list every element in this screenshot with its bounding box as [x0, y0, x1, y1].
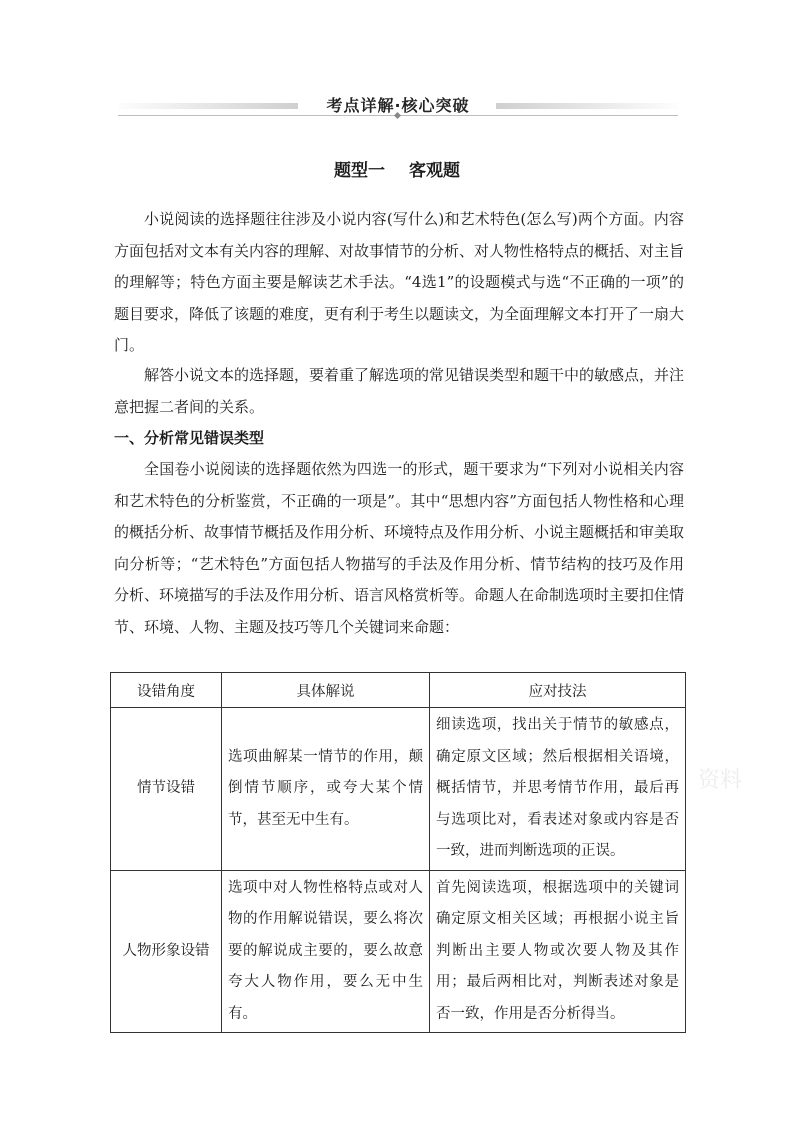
section-banner: [118, 93, 678, 119]
row-method: 首先阅读选项，根据选项中的关键词确定原文相关区域；再根据小说主旨判断出主要人物或次要人物及其作用；最后两相比对，判断表述对象是否一致，作用是否分析得当。: [430, 870, 686, 1033]
banner-bar-right: [496, 103, 678, 109]
row-explain: 选项中对人物性格特点或对人物的作用解说错误，要么将次要的解说成主要的，要么故意夸大人物作用，要么无中生有。: [222, 870, 430, 1033]
analysis-paragraph: 全国卷小说阅读的选择题依然为四选一的形式，题干要求为“下列对小说相关内容和艺术特色的分析鉴赏，不正确的一项是”。其中“思想内容”方面包括人物性格和心理的概括分析、故事情节概括及作用分析、环境特点及作用分析、小说主题概括和审美取向分析等；“艺术特色”方面包括人物描写的手法及作用分析、情节结构的技巧及作用分析、环境描写的手法及作用分析、语言风格赏析等。命题人在命制选项时主要扣住情节、环境、人物、主题及技巧等几个关键词来命题：: [114, 460, 685, 636]
subheading: 一、分析常见错误类型: [114, 429, 265, 447]
row-explain: 选项曲解某一情节的作用，颠倒情节顺序，或夸大某个情节，甚至无中生有。: [222, 708, 430, 871]
row-angle: 人物形象设错: [111, 870, 222, 1033]
header-explain: 具体解说: [222, 673, 430, 708]
row-angle: 情节设错: [111, 708, 222, 871]
strategy-paragraph: 解答小说文本的选择题，要着重了解选项的常见错误类型和题干中的敏感点，并注意把握二者间的关系。: [114, 366, 685, 416]
banner-bar-left: [118, 103, 298, 109]
row-method: 细读选项，找出关于情节的敏感点，确定原文区域；然后根据相关语境，概括情节，并思考情节作用，最后再与选项比对，看表述对象或内容是否一致，进而判断选项的正误。: [430, 708, 686, 871]
header-method: 应对技法: [430, 673, 686, 708]
intro-paragraph: 小说阅读的选择题往往涉及小说内容(写什么)和艺术特色(怎么写)两个方面。内容方面包括对文本有关内容的理解、对故事情节的分析、对人物性格特点的概括、对主旨的理解等；特色方面主要是解读艺术手法。“4选1”的设题模式与选“不正确的一项”的题目要求，降低了该题的难度，更有利于考生以题读文，为全面理解文本打开了一扇大门。: [114, 210, 685, 354]
section-title: 题型一 客观题: [334, 161, 460, 181]
table-row: [111, 870, 686, 1033]
watermark: 资料: [698, 768, 743, 793]
banner-title: 考点详解·核心突破: [326, 96, 470, 115]
table-row: [111, 708, 686, 871]
error-type-table: [110, 672, 686, 1033]
table-header-row: [111, 673, 686, 708]
header-angle: 设错角度: [111, 673, 222, 708]
